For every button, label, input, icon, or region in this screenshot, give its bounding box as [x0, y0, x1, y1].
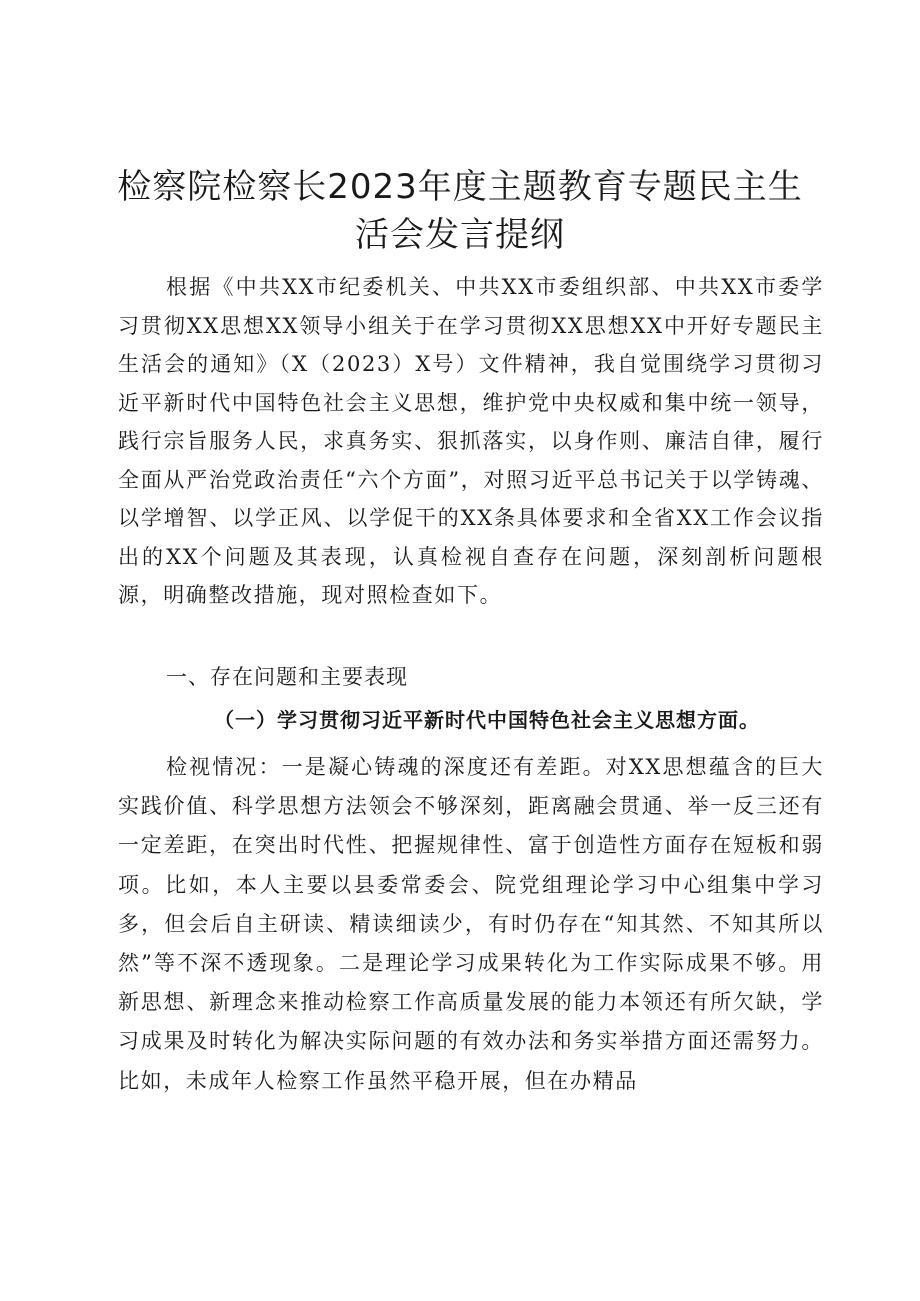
document-title-line-1: 检察院检察长2023年度主题教育专题民主生	[117, 167, 803, 207]
subsection-heading: （一）学习贯彻习近平新时代中国特色社会主义思想方面。	[214, 708, 760, 732]
section-heading: 一、存在问题和主要表现	[166, 665, 408, 689]
document-title-line-2: 活会发言提纲	[355, 215, 565, 255]
intro-paragraph: 根据《中共XX市纪委机关、中共XX市委组织部、中共XX市委学习贯彻XX思想XX领导小组关于在学习贯彻XX思想XX中开好专题民主生活会的通知》（X（2023）X号）文件精神，我自觉围绕学习贯彻习近平新时代中国特色社会主义思想，维护党中央权威和集中统一领导，践行宗旨服务人民，求真务实、狠抓落实，以身作则、廉洁自律，履行全面从严治党政治责任“六个方面”，对照习近平总书记关于以学铸魂、以学增智、以学正风、以学促干的XX条具体要求和全省XX工作会议指出的XX个问题及其表现，认真检视自查存在问题，深刻剖析问题根源，明确整改措施，现对照检查如下。	[118, 275, 824, 607]
review-paragraph: 检视情况：一是凝心铸魂的深度还有差距。对XX思想蕴含的巨大实践价值、科学思想方法领会不够深刻，距离融会贯通、举一反三还有一定差距，在突出时代性、把握规律性、富于创造性方面存在短板和弱项。比如，本人主要以县委常委会、院党组理论学习中心组集中学习多，但会后自主研读、精读细读少，有时仍存在“知其然、不知其所以然”等不深不透现象。二是理论学习成果转化为工作实际成果不够。用新思想、新理念来推动检察工作高质量发展的能力本领还有所欠缺，学习成果及时转化为解决实际问题的有效办法和务实举措方面还需努力。比如，未成年人检察工作虽然平稳开展，但在办精品	[118, 755, 824, 1093]
